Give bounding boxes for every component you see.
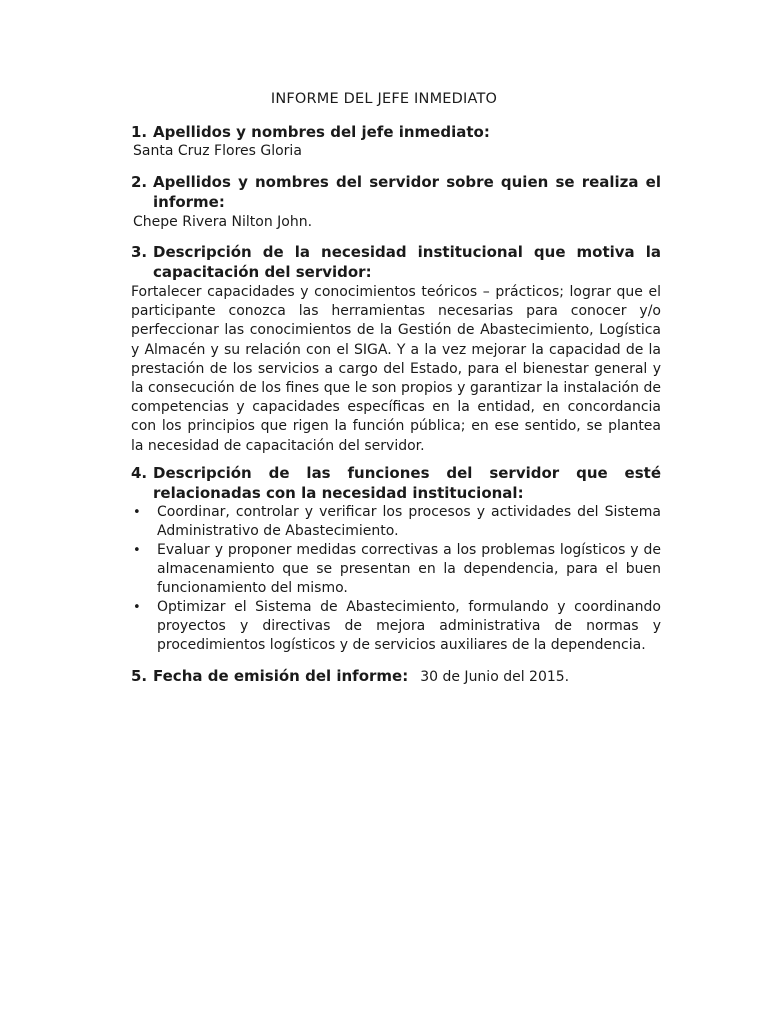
- section-number: 3.: [131, 243, 148, 261]
- section-jefe-inmediato: [131, 122, 661, 161]
- section-number: 5.: [131, 667, 148, 685]
- list-item-text: Coordinar, controlar y verificar los procesos y actividades del Sistema Administrativo de Abastecimiento.: [157, 504, 661, 539]
- section-number: 4.: [131, 464, 148, 482]
- document-title: INFORME DEL JEFE INMEDIATO: [270, 91, 498, 107]
- section-answer: Chepe Rivera Nilton John.: [133, 214, 313, 230]
- list-item-text: Evaluar y proponer medidas correctivas a los problemas logísticos y de almacenamiento que se presentan en la dependencia, para el buen funcionamiento del mismo.: [157, 542, 661, 596]
- list-item: [131, 541, 661, 598]
- section-heading: Descripción de las funciones del servidor que esté relacionadas con la necesidad institucional:: [153, 464, 661, 502]
- section-necesidad-institucional: [131, 242, 661, 456]
- section-servidor: [131, 172, 661, 232]
- section-number: 1.: [131, 123, 148, 141]
- section-heading: Apellidos y nombres del servidor sobre quien se realiza el informe:: [153, 173, 661, 211]
- bullet-icon: •: [133, 600, 141, 615]
- issue-date: 30 de Junio del 2015.: [420, 669, 570, 685]
- functions-list: [131, 503, 661, 655]
- section-answer: Santa Cruz Flores Gloria: [133, 143, 302, 159]
- section-paragraph: Fortalecer capacidades y conocimientos teóricos – prácticos; lograr que el participante conozca las herramientas necesarias para conocer y/o perfeccionar las conocimientos de la Gestión de Abastecimiento, Logística y Almacén y su relación con el SIGA. Y a la vez mejorar la capacidad de la prestación de los servicios a cargo del Estado, para el bienestar general y la consecución de los fines que le son propios y garantizar la instalación de competencias y capacidades específicas en la entidad, en concordancia con los principios que rigen la función pública; en ese sentido, se plantea la necesidad de capacitación del servidor.: [131, 284, 661, 454]
- list-item-text: Optimizar el Sistema de Abastecimiento, formulando y coordinando proyectos y directivas de mejora administrativa de normas y procedimientos logísticos y de servicios auxiliares de la dependencia.: [157, 599, 661, 653]
- section-funciones: [131, 463, 661, 655]
- list-item: [131, 503, 661, 541]
- section-heading: Fecha de emisión del informe:: [153, 667, 409, 685]
- section-heading: Descripción de la necesidad institucional que motiva la capacitación del servidor:: [153, 243, 661, 281]
- bullet-icon: •: [133, 505, 141, 520]
- section-number: 2.: [131, 173, 148, 191]
- section-heading: Apellidos y nombres del jefe inmediato:: [153, 123, 490, 141]
- bullet-icon: •: [133, 543, 141, 558]
- section-fecha-emision: [131, 666, 661, 687]
- list-item: [131, 598, 661, 655]
